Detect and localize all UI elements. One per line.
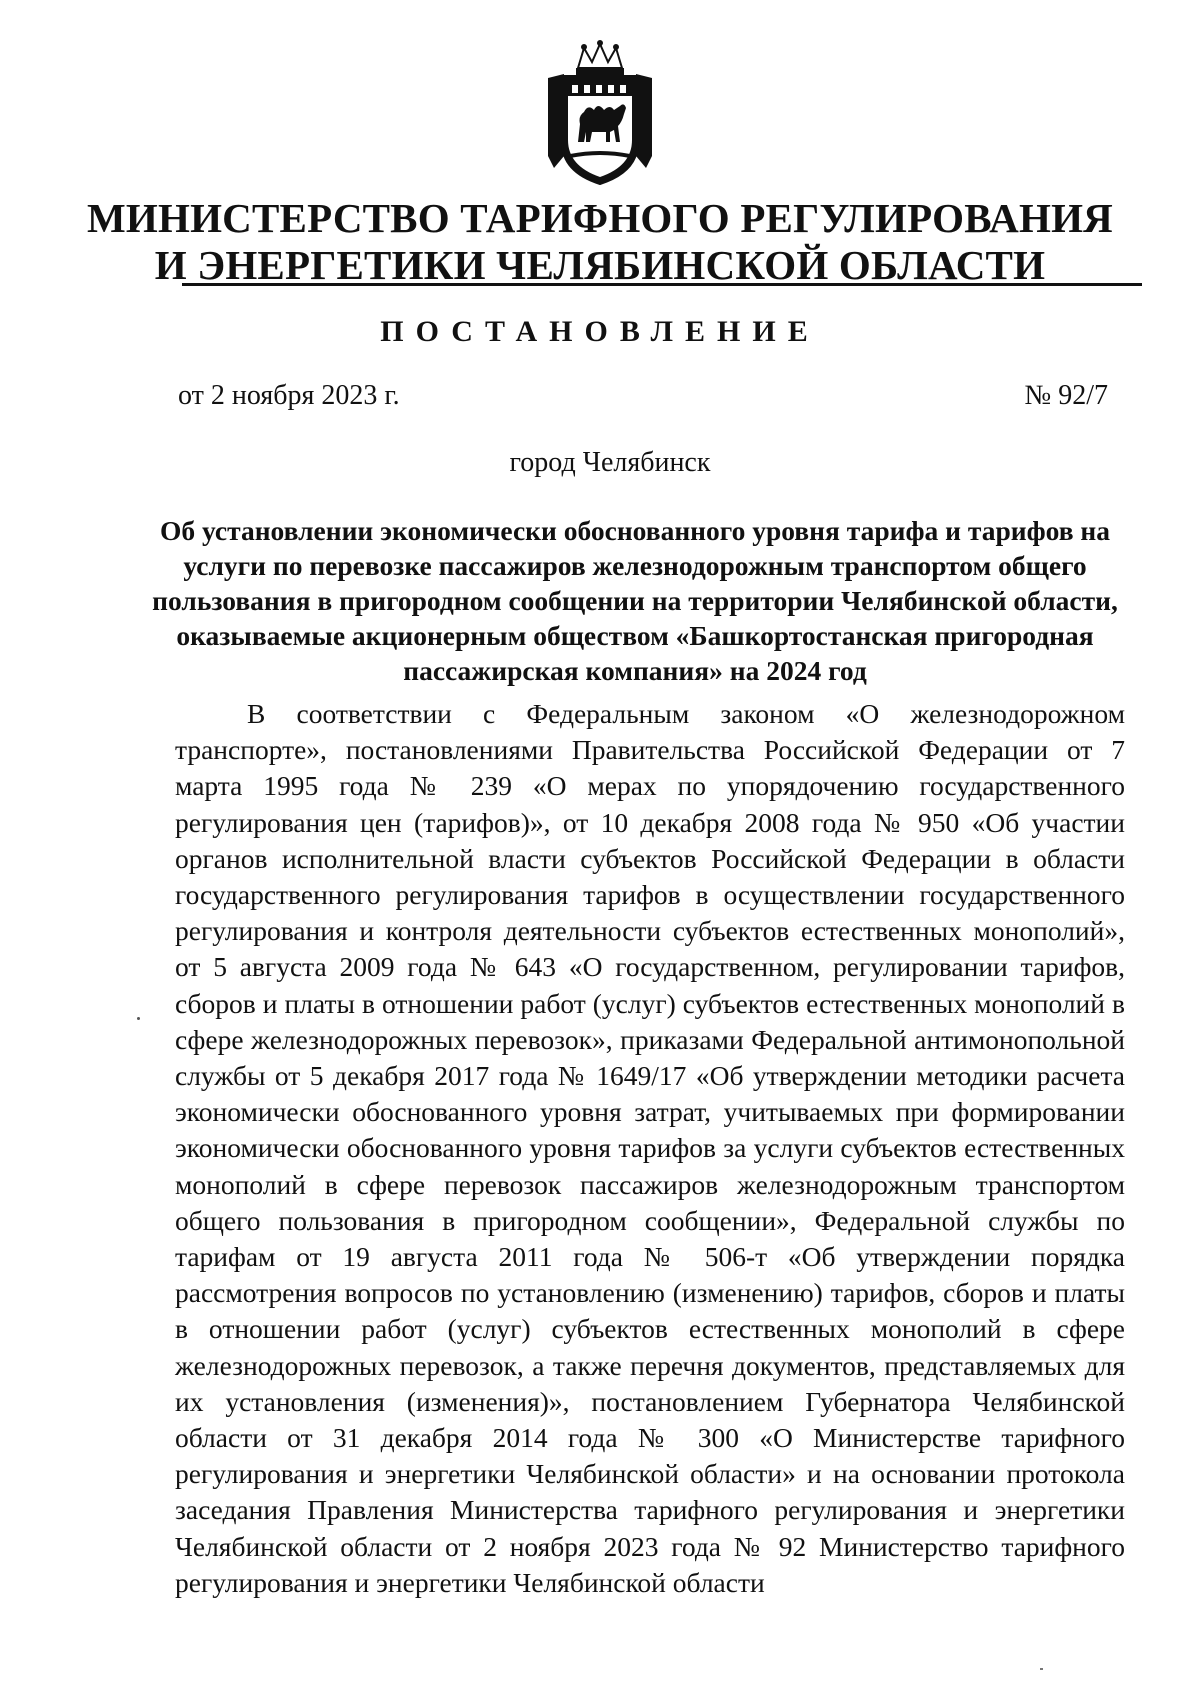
ministry-name-line2: И ЭНЕРГЕТИКИ ЧЕЛЯБИНСКОЙ ОБЛАСТИ	[154, 242, 1046, 288]
coat-of-arms-icon	[540, 38, 660, 188]
ministry-name-line1: МИНИСТЕРСТВО ТАРИФНОГО РЕГУЛИРОВАНИЯ	[87, 195, 1113, 241]
document-city: город Челябинск	[509, 447, 711, 478]
document-subject-title: Об установлении экономически обоснованного уровня тарифа и тарифов на услуги по перевозке пассажиров железнодорожным транспортом общего пользования в пригородном сообщении на территории Челябинской области, оказываемые акционерным обществом «Башкортостанская пригородная пассажирская компания» на 2024 год	[152, 515, 1118, 686]
document-date: от 2 ноября 2023 г.	[178, 380, 400, 411]
ministry-name	[0, 195, 1200, 289]
scan-speck	[137, 1017, 140, 1020]
preamble-paragraph: В соответствии с Федеральным законом «О железнодорожном транспорте», постановлениями Правительства Российской Федерации от 7 марта 1995 года № 239 «О мерах по упорядочению государственного регулирования цен (тарифов)», от 10 декабря 2008 года № 950 «Об участии органов исполнительной власти субъектов Российской Федерации в области государственного регулирования тарифов в осуществлении государственного регулирования и контроля деятельности субъектов естественных монополий», от 5 августа 2009 года № 643 «О государственном, регулировании тарифов, сборов и платы в отношении работ (услуг) субъектов естественных монополий в сфере железнодорожных перевозок», приказами Федеральной антимонопольной службы от 5 декабря 2017 года № 1649/17 «Об утверждении методики расчета экономически обоснованного уровня затрат, учитываемых при формировании экономически обоснованного уровня тарифов за услуги субъектов естественных монополий в сфере перевозок пассажиров железнодорожным транспортом общего пользования в пригородном сообщении», Федеральной службы по тарифам от 19 августа 2011 года № 506-т «Об утверждении порядка рассмотрения вопросов по установлению (изменению) тарифов, сборов и платы в отношении работ (услуг) субъектов естественных монополий в сфере железнодорожных перевозок, а также перечня документов, представляемых для их установления (изменения)», постановлением Губернатора Челябинской области от 31 декабря 2014 года № 300 «О Министерстве тарифного регулирования и энергетики Челябинской области» и на основании протокола заседания Правления Министерства тарифного регулирования и энергетики Челябинской области от 2 ноября 2023 года № 92 Министерство тарифного регулирования и энергетики Челябинской области	[175, 698, 1125, 1598]
document-number: № 92/7	[1024, 380, 1108, 411]
header-divider	[182, 283, 1142, 286]
date-number-row	[178, 380, 1108, 412]
document-type-heading: ПОСТАНОВЛЕНИЕ	[380, 315, 820, 348]
scan-speck	[1040, 1668, 1043, 1670]
